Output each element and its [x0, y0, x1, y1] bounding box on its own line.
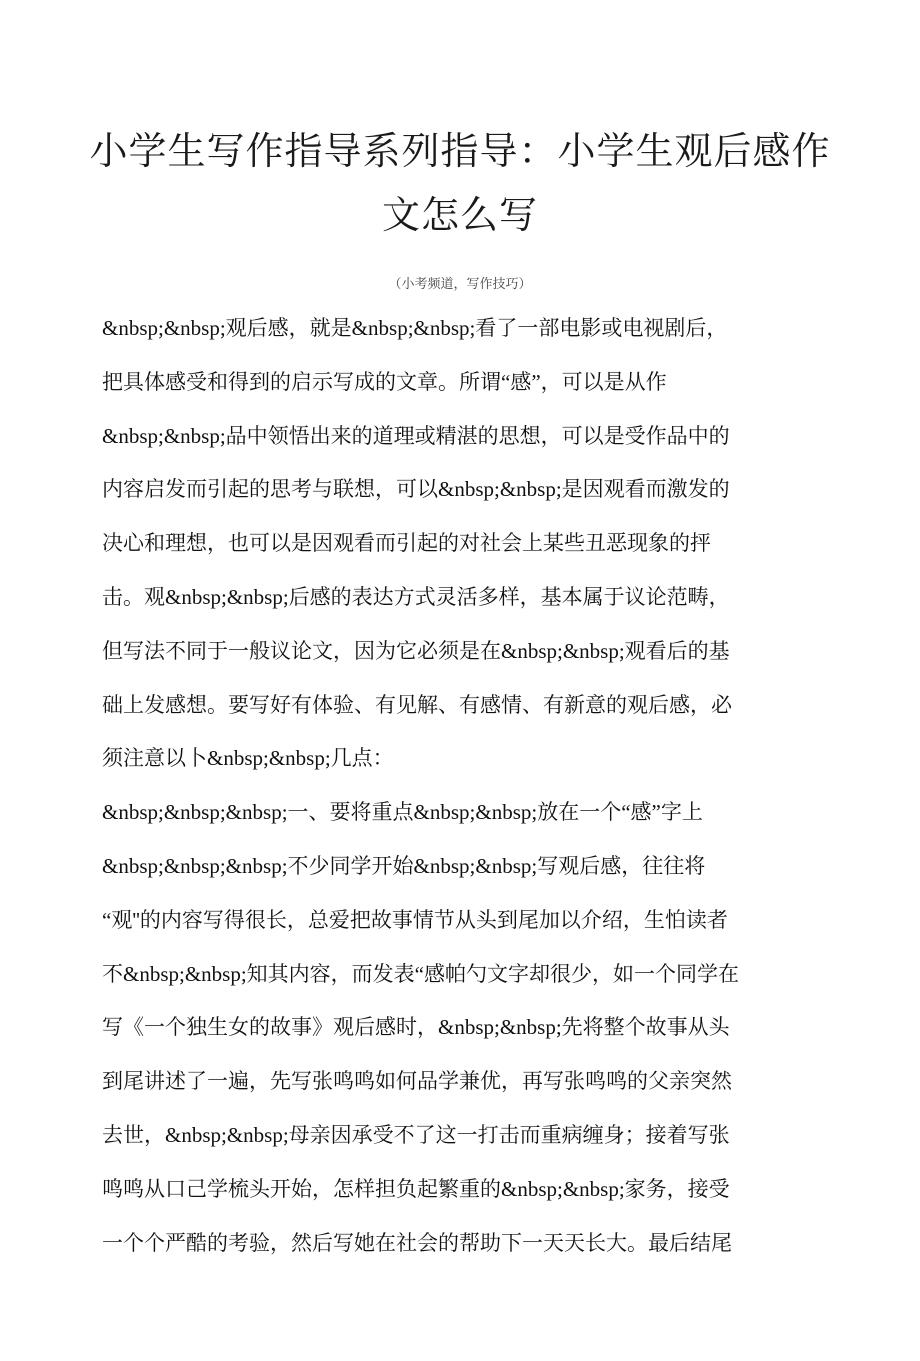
- body-line: 一个个严酷的考验，然后写她在社会的帮助下一天天长大。最后结尾: [102, 1230, 732, 1255]
- body-line: 须注意以卜&nbsp;&nbsp;几点：: [102, 746, 394, 771]
- body-line: 去世，&nbsp;&nbsp;母亲因承受不了这一打击而重病缠身；接着写张: [102, 1122, 730, 1147]
- body-line: 但写法不同于一般议论文，因为它必须是在&nbsp;&nbsp;观看后的基: [102, 638, 730, 663]
- body-line: 础上发感想。要写好有体验、有见解、有感情、有新意的观后感，必: [102, 692, 732, 717]
- body-line: “观''的内容写得很长，总爱把故事情节从头到尾加以介绍，生怕读者: [102, 907, 728, 932]
- document-subtitle: （小考频道，写作技巧）: [388, 276, 532, 291]
- body-line: 击。观&nbsp;&nbsp;后感的表达方式灵活多样，基本属于议论范畴，: [102, 584, 730, 609]
- body-line: 决心和理想，也可以是因观看而引起的对社会上某些丑恶现象的抨: [102, 531, 711, 556]
- body-line: 到尾讲述了一遍，先写张鸣鸣如何品学兼优，再写张鸣鸣的父亲突然: [102, 1069, 732, 1094]
- document-title-line-2: 文怎么写: [381, 195, 538, 237]
- body-line: &nbsp;&nbsp;&nbsp;不少同学开始&nbsp;&nbsp;写观后感，往往将: [102, 853, 706, 878]
- body-line: 把具体感受和得到的启示写成的文章。所谓“感”，可以是从作: [102, 369, 667, 394]
- body-line: 不&nbsp;&nbsp;知其内容，而发表“感帕勺文字却很少，如一个同学在: [102, 961, 740, 986]
- body-line: 鸣鸣从口己学梳头开始，怎样担负起繁重的&nbsp;&nbsp;家务，接受: [102, 1176, 730, 1201]
- body-line: &nbsp;&nbsp;观后感，就是&nbsp;&nbsp;看了一部电影或电视剧后，: [102, 316, 728, 340]
- document-body: [102, 313, 739, 1281]
- body-line: &nbsp;&nbsp;&nbsp;一、要将重点&nbsp;&nbsp;放在一个“感”字上: [102, 800, 703, 825]
- body-line: 写《一个独生女的故事》观后感时，&nbsp;&nbsp;先将整个故事从头: [102, 1015, 730, 1040]
- document-title-line-1: 小学生写作指导系列指导：小学生观后感作: [89, 131, 831, 173]
- body-line: &nbsp;&nbsp;品中领悟出来的道理或精湛的思想，可以是受作品中的: [102, 423, 730, 448]
- body-line: 内容启发而引起的思考与联想，可以&nbsp;&nbsp;是因观看而激发的: [102, 477, 730, 502]
